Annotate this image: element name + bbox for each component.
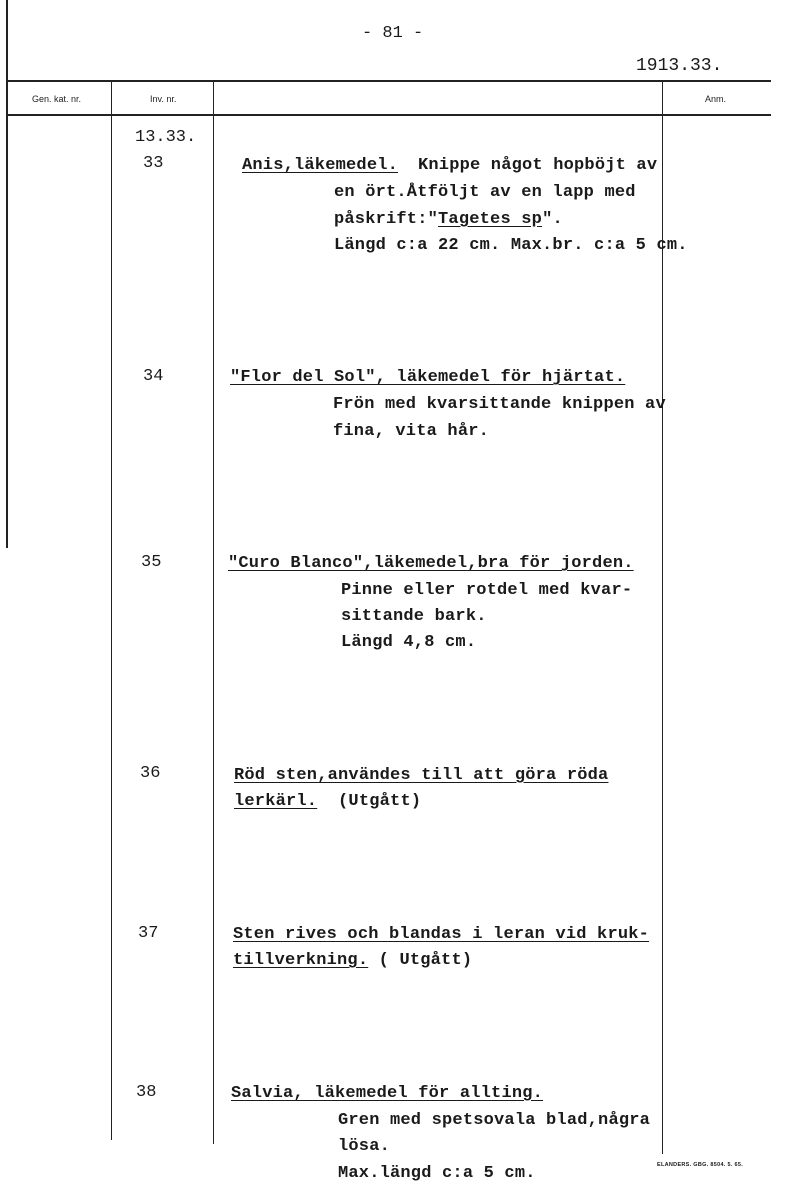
- inv-number-36: 36: [140, 764, 161, 783]
- entry-title-36-cont: lerkärl.: [234, 792, 318, 811]
- inv-number-34: 34: [143, 367, 164, 386]
- inv-number-38: 38: [136, 1083, 157, 1102]
- status-note-36: (Utgått): [338, 792, 422, 811]
- entry-line-38-1: Gren med spetsovala blad,några: [338, 1111, 651, 1130]
- entry-line-35-1: Pinne eller rotdel med kvar-: [341, 581, 633, 600]
- entry-line-34-1: Frön med kvarsittande knippen av: [333, 395, 666, 414]
- entry-line-33-1: Knippe något hopböjt av: [418, 156, 658, 175]
- entry-line-35-3: Längd 4,8 cm.: [341, 633, 477, 652]
- entry-line-33-4: Längd c:a 22 cm. Max.br. c:a 5 cm.: [334, 236, 688, 255]
- inv-number-37: 37: [138, 924, 159, 943]
- entry-line-36-2: [234, 792, 421, 811]
- entry-title-33: Anis,läkemedel.: [242, 156, 399, 175]
- header-bottom-rule: [6, 114, 771, 116]
- entry-title-37-cont: tillverkning.: [233, 951, 369, 970]
- entry-title-36: Röd sten,användes till att göra röda: [234, 766, 609, 785]
- left-margin-rule: [6, 0, 8, 548]
- entry-title-37: Sten rives och blandas i leran vid kruk-: [233, 925, 650, 944]
- entry-line-34-2: fina, vita hår.: [333, 422, 490, 441]
- column-header-inv: Inv. nr.: [150, 94, 177, 104]
- catalog-id: 1913.33.: [636, 56, 723, 76]
- status-note-37: ( Utgått): [378, 951, 473, 970]
- inscription-prefix: påskrift:": [334, 210, 439, 229]
- printer-mark: ELANDERS. GBG. 8504. 5. 65.: [657, 1162, 744, 1168]
- entry-line-35-2: sittande bark.: [341, 607, 487, 626]
- entry-line-38-3: Max.längd c:a 5 cm.: [338, 1164, 536, 1183]
- group-number: 13.33.: [135, 128, 197, 147]
- inv-number-35: 35: [141, 553, 162, 572]
- inscription-suffix: ".: [542, 210, 563, 229]
- inscription-species: Tagetes sp: [438, 210, 543, 229]
- column-header-anm: Anm.: [705, 94, 727, 104]
- entry-line-38-2: lösa.: [338, 1137, 391, 1156]
- text-column-rule: [213, 82, 214, 1144]
- inv-number-33: 33: [143, 154, 164, 173]
- entry-title-35: "Curo Blanco",läkemedel,bra för jorden.: [228, 554, 634, 573]
- entry-line-33-2: en ört.Åtföljt av en lapp med: [334, 183, 636, 202]
- inv-column-rule: [111, 82, 112, 1140]
- column-header-gen-kat: Gen. kat. nr.: [32, 94, 82, 104]
- entry-title-34: "Flor del Sol", läkemedel för hjärtat.: [230, 368, 626, 387]
- entry-title-38: Salvia, läkemedel för allting.: [231, 1084, 544, 1103]
- header-top-rule: [6, 80, 771, 82]
- entry-line-33-3: [334, 210, 563, 229]
- page-number: - 81 -: [362, 24, 424, 43]
- entry-line-37-2: [233, 951, 472, 970]
